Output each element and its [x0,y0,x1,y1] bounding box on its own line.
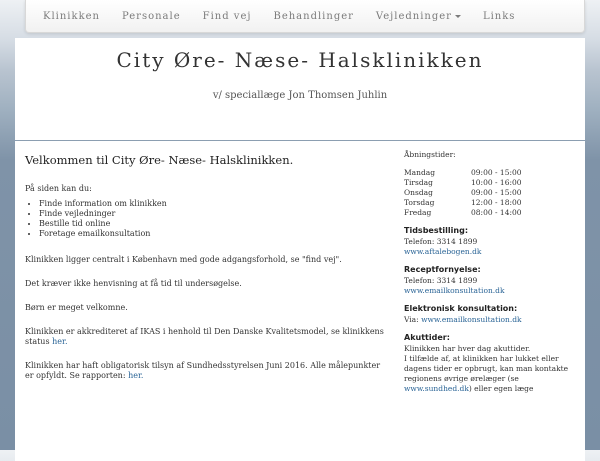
acute-text-5-suffix: ) eller egen læge [468,384,534,393]
econsult-prefix: Via: [404,315,419,324]
prescription-link[interactable]: www.emailkonsultation.dk [404,286,505,295]
acute-text-3: dagens tider er opbrugt, kan man kontakte [404,364,569,373]
acute-text-4: regionens øvrige ørelæger (se [404,374,519,383]
caret-down-icon [455,15,461,18]
hours-day: Tirsdag [404,178,433,187]
econsult-title: Elektronisk konsultation: [404,304,518,313]
accreditation-link[interactable]: her. [52,337,68,346]
inspection-link[interactable]: her. [128,371,144,380]
acute-text-1: Klinikken har hver dag akuttider. [404,344,531,353]
hours-time: 08:00 - 14:00 [471,208,522,217]
inspection-paragraph [25,361,387,381]
site-title: City Øre- Næse- Halsklinikken [116,48,484,72]
welcome-heading: Velkommen til City Øre- Næse- Halsklinikken. [25,153,294,167]
acute-text-5 [404,384,582,394]
hours-row [404,208,582,218]
hours-row [404,198,582,208]
list-item: • Finde information om klinikken [39,199,387,209]
econsult-link[interactable]: www.emailkonsultation.dk [421,315,522,324]
accreditation-text: Klinikken er akkrediteret af IKAS i henhold til Den Danske Kvalitetsmodel, se klinikkens status [25,327,384,346]
hours-day: Onsdag [404,188,433,197]
hours-time: 09:00 - 15:00 [471,168,522,177]
hours-row [404,178,582,188]
content-panel [15,141,585,461]
sidebar [404,150,582,394]
hours-day: Torsdag [404,198,435,207]
hours-day: Mandag [404,168,436,177]
intro-text: På siden kan du: [25,184,92,193]
booking-link[interactable]: www.aftalebogen.dk [404,247,482,256]
inspection-text: Klinikken har haft obligatorisk tilsyn af Sundhedsstyrelsen Juni 2016. Alle målepunkter er opfyldt. Se rapporten: [25,361,381,380]
nav-vejledninger-label: Vejledninger [375,10,452,22]
hours-time: 10:00 - 16:00 [471,178,522,187]
acute-title: Akuttider: [404,333,450,342]
top-navbar [25,0,585,33]
hours-time: 12:00 - 18:00 [471,198,522,207]
hours-time: 09:00 - 15:00 [471,188,522,197]
accreditation-paragraph [25,327,387,347]
children-text: Børn er meget velkomne. [25,303,128,312]
nav-klinikken[interactable]: Klinikken [43,10,100,22]
list-item: • Bestille tid online [39,219,387,229]
site-header [15,38,585,140]
hours-row [404,168,582,178]
econsult-line [404,315,582,325]
sundhed-link[interactable]: www.sundhed.dk [404,384,469,393]
hours-row [404,188,582,198]
referral-text: Det kræver ikke henvisning at få tid til undersøgelse. [25,279,242,288]
nav-personale[interactable]: Personale [121,10,181,22]
booking-phone: Telefon: 3314 1899 [404,237,478,246]
hours-title: Åbningstider: [404,150,456,159]
location-text: Klinikken ligger centralt i København med gode adgangsforhold, se "find vej". [25,255,342,264]
feature-list [25,199,387,239]
main-column [25,153,387,395]
nav-behandlinger[interactable]: Behandlinger [273,10,354,22]
hours-day: Fredag [404,208,432,217]
nav-links[interactable]: Links [482,10,516,22]
nav-vejledninger[interactable] [365,11,472,22]
list-item: • Finde vejledninger [39,209,387,219]
booking-title: Tidsbestilling: [404,226,469,235]
acute-text-2: I tilfælde af, at klinikken har lukket eller [404,354,559,363]
site-subtitle: v/ speciallæge Jon Thomsen Juhlin [212,90,388,101]
prescription-title: Receptfornyelse: [404,265,481,274]
prescription-phone: Telefon: 3314 1899 [404,276,478,285]
nav-find-vej[interactable]: Find vej [202,10,252,22]
list-item: • Foretage emailkonsultation [39,229,387,239]
